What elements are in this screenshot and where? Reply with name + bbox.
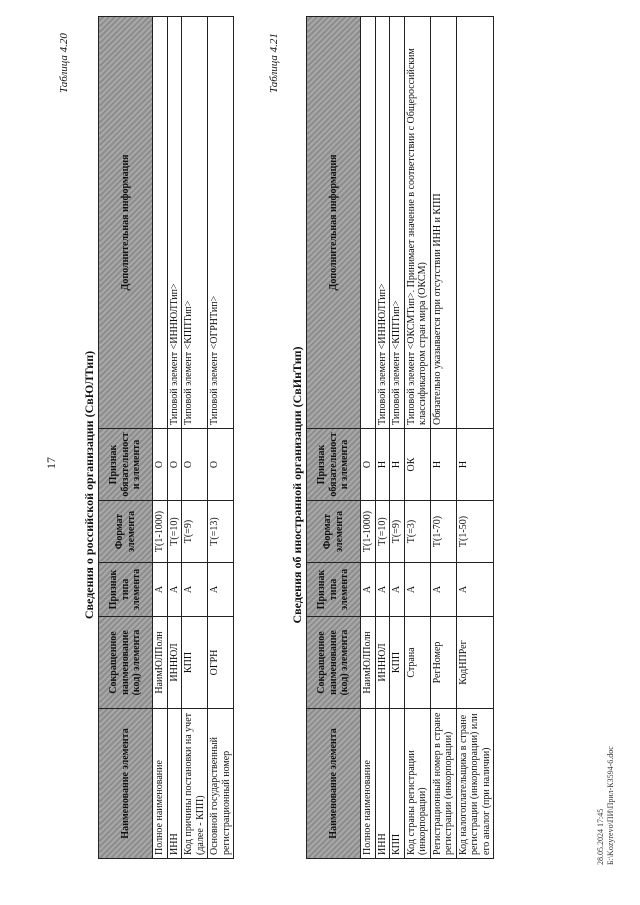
footer-timestamp: 28.05.2024 17:45 (596, 808, 605, 865)
table1-header-cell: Признак типа элемента (99, 563, 153, 617)
table2-header-cell: Сокращенное наименование (код) элемента (307, 617, 361, 709)
table2 (306, 16, 494, 859)
table-cell: ОГРН (208, 617, 234, 709)
table-row (182, 17, 208, 859)
table-cell: А (167, 563, 182, 617)
table-cell (456, 17, 494, 429)
table-cell: О (361, 429, 376, 501)
table-cell: ИНН (375, 709, 390, 859)
table-cell: О (208, 429, 234, 501)
table-cell: Н (456, 429, 494, 501)
table-cell: T(1-1000) (361, 501, 376, 563)
table-cell (153, 17, 168, 429)
table1-header-row (99, 17, 153, 859)
table-row (153, 17, 168, 859)
table-cell: Типовой элемент <ОГРНТип> (208, 17, 234, 429)
table-row (361, 17, 376, 859)
table2-header-cell: Наименование элемента (307, 709, 361, 859)
table2-caption: Таблица 4.21 (268, 33, 280, 93)
table-row (456, 17, 494, 859)
table-cell: ИННЮЛ (375, 617, 390, 709)
table2-title: Сведения об иностранной организации (СвИнТип) (290, 346, 304, 624)
table-cell: Типовой элемент <ИННЮЛТип> (167, 17, 182, 429)
table1-header-cell: Формат элемента (99, 501, 153, 563)
table-cell: Обязательно указывается при отсутствии ИНН и КПП (430, 17, 456, 429)
table-cell (361, 17, 376, 429)
table-row (375, 17, 390, 859)
table-cell: А (208, 563, 234, 617)
table1-header-cell: Сокращенное наименование (код) элемента (99, 617, 153, 709)
table-cell: КПП (390, 709, 405, 859)
file-footer (596, 746, 616, 865)
table-cell: T(=10) (167, 501, 182, 563)
table-cell: T(1-50) (456, 501, 494, 563)
table-cell: Код налогоплательщика в стране регистрации (инкорпорации) или его аналог (при наличии) (456, 709, 494, 859)
table2-header-cell: Формат элемента (307, 501, 361, 563)
table2-header-cell: Признак типа элемента (307, 563, 361, 617)
table-cell: T(=9) (182, 501, 208, 563)
table2-header-cell: Признак обязательности элемента (307, 429, 361, 501)
table-row (167, 17, 182, 859)
table1-header-cell: Признак обязательности элемента (99, 429, 153, 501)
table-cell: А (361, 563, 376, 617)
table-cell: Код страны регистрации (инкорпорации) (404, 709, 430, 859)
table-cell: Код причины постановки на учет (далее - КПП) (182, 709, 208, 859)
table-cell: А (153, 563, 168, 617)
page-number: 17 (44, 457, 58, 469)
table-cell: НаимЮЛПолн (361, 617, 376, 709)
table-cell: Полное наименование (153, 709, 168, 859)
table1-header-cell: Наименование элемента (99, 709, 153, 859)
table-cell: Типовой элемент <ИННЮЛТип> (375, 17, 390, 429)
table-cell: T(=10) (375, 501, 390, 563)
table-cell: КПП (182, 617, 208, 709)
table-cell: T(=13) (208, 501, 234, 563)
table1 (98, 16, 234, 859)
table-cell: ИНН (167, 709, 182, 859)
table-cell: Н (390, 429, 405, 501)
table2-header-cell: Дополнительная информация (307, 17, 361, 429)
footer-file-path: Б:\Kozyrevo\ПИ\Прил-КЗ594-6.doc (606, 746, 615, 865)
table1-header-cell: Дополнительная информация (99, 17, 153, 429)
table-cell: Н (430, 429, 456, 501)
table-cell: Регистрационный номер в стране регистрации (инкорпорации) (430, 709, 456, 859)
table-cell: Н (375, 429, 390, 501)
table-cell: А (182, 563, 208, 617)
table-cell: T(=3) (404, 501, 430, 563)
table-cell: НаимЮЛПолн (153, 617, 168, 709)
table-cell: А (430, 563, 456, 617)
table-cell: T(1-70) (430, 501, 456, 563)
table2-header-row (307, 17, 361, 859)
table-cell: Типовой элемент <КППТип> (390, 17, 405, 429)
table-cell: А (390, 563, 405, 617)
table-cell: КодНПРег (456, 617, 494, 709)
table-row (208, 17, 234, 859)
table-cell: О (153, 429, 168, 501)
table-cell: РегНомер (430, 617, 456, 709)
table-cell: ОК (404, 429, 430, 501)
table-cell: О (167, 429, 182, 501)
table1-caption: Таблица 4.20 (58, 33, 70, 93)
table-cell: Основной государственный регистрационный номер (208, 709, 234, 859)
table-cell: Типовой элемент <КППТип> (182, 17, 208, 429)
table-cell: ИННЮЛ (167, 617, 182, 709)
table-cell: КПП (390, 617, 405, 709)
table-cell: А (375, 563, 390, 617)
table-cell: О (182, 429, 208, 501)
table-cell: А (404, 563, 430, 617)
table-cell: А (456, 563, 494, 617)
table-cell: T(1-1000) (153, 501, 168, 563)
table-row (430, 17, 456, 859)
table-cell: Полное наименование (361, 709, 376, 859)
table-row (404, 17, 430, 859)
table1-title: Сведения о российской организации (СвЮЛТип) (82, 350, 96, 620)
table-row (390, 17, 405, 859)
table-cell: T(=9) (390, 501, 405, 563)
table-cell: Страна (404, 617, 430, 709)
table-cell: Типовой элемент <ОКСМТип>. Принимает значение в соответствии с Общероссийским классификатором стран мира (ОКСМ) (404, 17, 430, 429)
